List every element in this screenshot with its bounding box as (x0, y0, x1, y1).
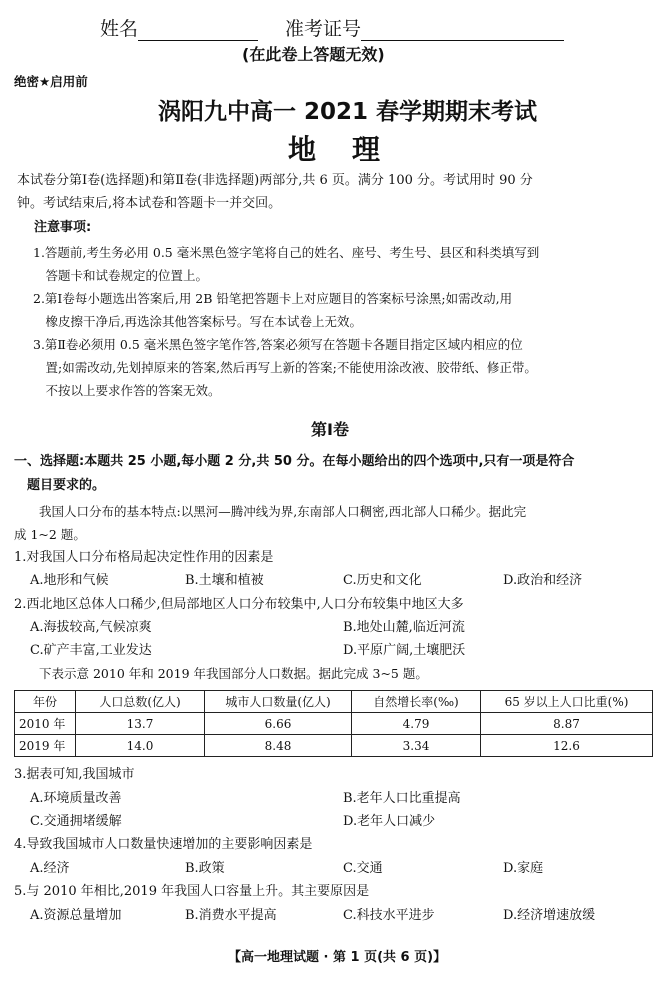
note-line: 3.第Ⅱ卷必须用 0.5 毫米黑色签字笔作答,答案必须写在答题卡各题目指定区域内相应的位 (33, 337, 523, 352)
question-1-option-a: A.地形和气候 (30, 573, 109, 588)
table-header-cell: 65 岁以上人口比重(%) (481, 691, 653, 713)
notes-title: 注意事项: (34, 220, 92, 235)
note-line: 1.答题前,考生务必用 0.5 毫米黑色签字笔将自己的姓名、座号、考生号、县区和科类填写到 (33, 245, 540, 260)
section-header-line-1: 一、选择题:本题共 25 小题,每小题 2 分,共 50 分。在每小题给出的四个选项中,只有一项是符合 (14, 454, 575, 469)
section-header-line-2: 题目要求的。 (14, 478, 106, 493)
table-cell: 4.79 (352, 713, 481, 735)
exam-number-label: 准考证号 (285, 18, 362, 40)
question-4-option-a: A.经济 (30, 861, 70, 876)
question-1-option-b: B.土壤和植被 (185, 573, 264, 588)
table-row (15, 713, 653, 735)
table-cell: 14.0 (76, 735, 205, 757)
question-2-option-d: D.平原广阔,土壤肥沃 (343, 643, 466, 658)
question-4-option-b: B.政策 (185, 861, 225, 876)
subject-title: 地 理 (288, 133, 385, 166)
note-line: 置;如需改动,先划掉原来的答案,然后再写上新的答案;不能使用涂改液、胶带纸、修正带。 (33, 360, 537, 375)
page-footer: 【高一地理试题 · 第 1 页(共 6 页)】 (228, 950, 447, 965)
population-data-table (14, 690, 653, 757)
table-cell: 8.48 (205, 735, 352, 757)
secret-label: 绝密★启用前 (14, 74, 88, 89)
note-line: 不按以上要求作答的答案无效。 (33, 383, 221, 398)
question-3-option-a: A.环境质量改善 (30, 791, 122, 806)
intro-line-1: 本试卷分第Ⅰ卷(选择题)和第Ⅱ卷(非选择题)两部分,共 6 页。满分 100 分。考试用时 90 分 (17, 173, 533, 188)
question-5-option-a: A.资源总量增加 (30, 908, 122, 923)
part1-title: 第Ⅰ卷 (311, 420, 349, 439)
question-3-option-b: B.老年人口比重提高 (343, 791, 461, 806)
note-line: 2.第Ⅰ卷每小题选出答案后,用 2B 铅笔把答题卡上对应题目的答案标号涂黑;如需改动,用 (33, 291, 513, 306)
name-field (100, 14, 258, 41)
table-header-row (15, 691, 653, 713)
note-line: 橡皮擦干净后,再选涂其他答案标号。写在本试卷上无效。 (33, 314, 362, 329)
question-5-option-c: C.科技水平进步 (343, 908, 435, 923)
question-4-option-c: C.交通 (343, 861, 383, 876)
question-5-stem: 5.与 2010 年相比,2019 年我国人口容量上升。其主要原因是 (14, 884, 370, 899)
name-label: 姓名 (100, 18, 139, 40)
question-2-option-a: A.海拔较高,气候凉爽 (30, 620, 152, 635)
name-blank (138, 22, 258, 41)
question-5-option-d: D.经济增速放缓 (503, 908, 596, 923)
question-4-option-d: D.家庭 (503, 861, 544, 876)
table-header-cell: 年份 (15, 691, 76, 713)
table-header-cell: 城市人口数量(亿人) (205, 691, 352, 713)
notice-text: (在此卷上答题无效) (242, 45, 385, 64)
table-cell: 2019 年 (15, 735, 76, 757)
exam-title: 涡阳九中高一 2021 春学期期末考试 (158, 99, 538, 125)
table-cell: 3.34 (352, 735, 481, 757)
question-4-stem: 4.导致我国城市人口数量快速增加的主要影响因素是 (14, 837, 313, 852)
question-3-option-d: D.老年人口减少 (343, 814, 436, 829)
table-header-cell: 人口总数(亿人) (76, 691, 205, 713)
question-2-option-b: B.地处山麓,临近河流 (343, 620, 465, 635)
question-3-option-c: C.交通拥堵缓解 (30, 814, 122, 829)
intro-line-2: 钟。考试结束后,将本试卷和答题卡一并交回。 (17, 196, 282, 211)
question-5-option-b: B.消费水平提高 (185, 908, 277, 923)
question-1-option-c: C.历史和文化 (343, 573, 422, 588)
question-1-option-d: D.政治和经济 (503, 573, 583, 588)
passage-1-line-1: 我国人口分布的基本特点:以黑河—腾冲线为界,东南部人口稠密,西北部人口稀少。据此完 (14, 504, 527, 519)
question-2-option-c: C.矿产丰富,工业发达 (30, 643, 152, 658)
table-header-cell: 自然增长率(‰) (352, 691, 481, 713)
passage-2: 下表示意 2010 年和 2019 年我国部分人口数据。据此完成 3~5 题。 (14, 666, 428, 681)
question-1-stem: 1.对我国人口分布格局起决定性作用的因素是 (14, 550, 274, 565)
table-cell: 8.87 (481, 713, 653, 735)
table-cell: 13.7 (76, 713, 205, 735)
table-cell: 6.66 (205, 713, 352, 735)
table-cell: 12.6 (481, 735, 653, 757)
table-row (15, 735, 653, 757)
question-3-stem: 3.据表可知,我国城市 (14, 767, 135, 782)
question-2-stem: 2.西北地区总体人口稀少,但局部地区人口分布较集中,人口分布较集中地区大多 (14, 597, 464, 612)
table-cell: 2010 年 (15, 713, 76, 735)
note-line: 答题卡和试卷规定的位置上。 (33, 268, 209, 283)
exam-number-blank (361, 22, 564, 41)
passage-1-line-2: 成 1~2 题。 (14, 527, 86, 542)
exam-number-field (285, 14, 564, 41)
